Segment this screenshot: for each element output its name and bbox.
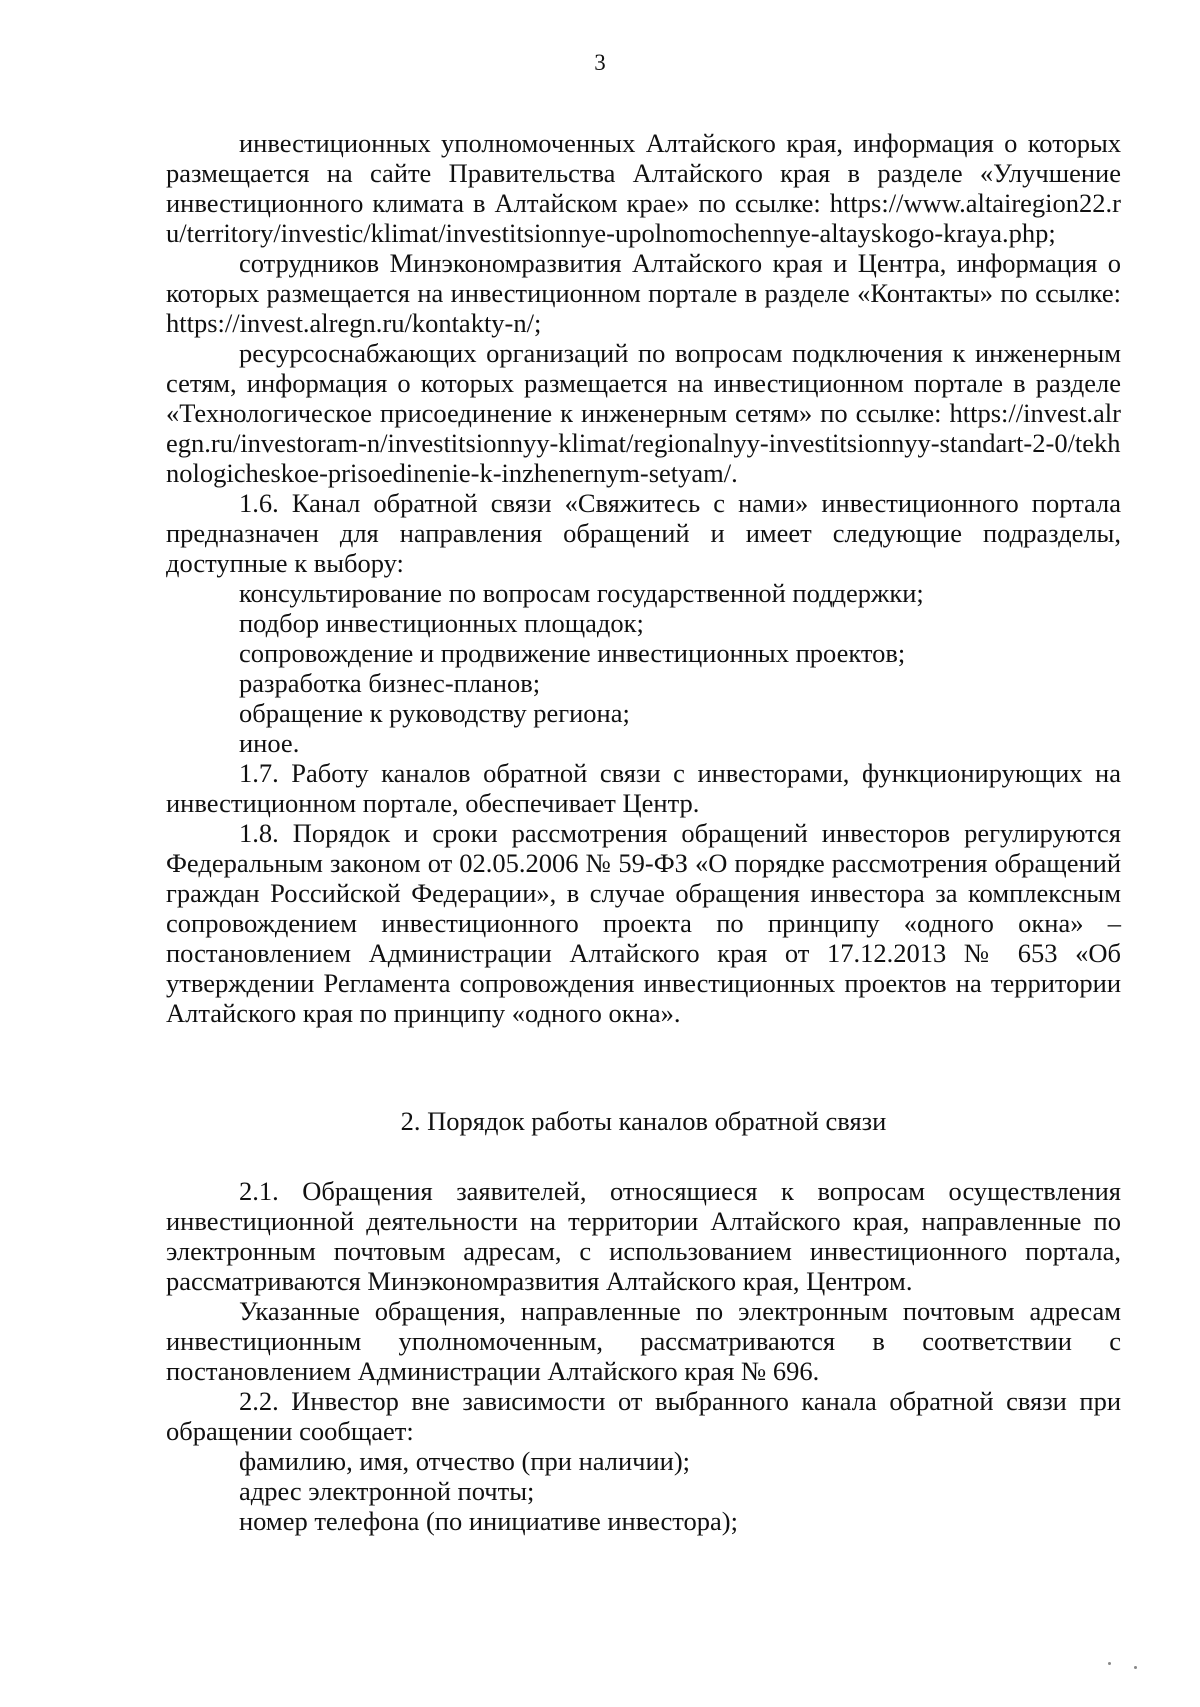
list-item: фамилию, имя, отчество (при наличии);	[239, 1446, 691, 1476]
list-item: консультирование по вопросам государственной поддержки;	[239, 578, 924, 608]
paragraph	[166, 338, 1121, 488]
list-item: подбор инвестиционных площадок;	[239, 608, 644, 638]
link-url: https://invest.alregn.ru/investoram-n/investitsionnyy-klimat/regionalnyy-investitsionnyy-standart-2-0/tekhnologicheskoe-prisoedinenie-k-inzhenernym-setyam/.	[166, 398, 1121, 488]
document-body	[166, 128, 1121, 1536]
paragraph: 1.6. Канал обратной связи «Свяжитесь с нами» инвестиционного портала предназначен для направления обращений и имеет следующие подразделы, доступные к выбору:	[166, 488, 1121, 578]
paragraph-text: сотрудников Минэкономразвития Алтайского края и Центра, информация о которых размещается на инвестиционном портале в разделе «Контакты» по ссылке:	[166, 248, 1121, 308]
paragraph: 2.1. Обращения заявителей, относящиеся к вопросам осуществления инвестиционной деятельности на территории Алтайского края, направленные по электронным почтовым адресам, с использованием инвестиционного портала, рассматриваются Минэкономразвития Алтайского края, Центром.	[166, 1176, 1121, 1296]
list-item: обращение к руководству региона;	[239, 698, 630, 728]
paragraph: Указанные обращения, направленные по электронным почтовым адресам инвестиционным уполномоченным, рассматриваются в соответствии с постановлением Администрации Алтайского края № 696.	[166, 1296, 1121, 1386]
list-item: адрес электронной почты;	[239, 1476, 535, 1506]
scan-speck	[1134, 1666, 1137, 1669]
paragraph: 1.8. Порядок и сроки рассмотрения обращений инвесторов регулируются Федеральным законом от 02.05.2006 № 59-ФЗ «О порядке рассмотрения обращений граждан Российской Федерации», в случае обращения инвестора за комплексным сопровождением инвестиционного проекта по принципу «одного окна» – постановлением Администрации Алтайского края от 17.12.2013 № 653 «Об утверждении Регламента сопровождения инвестиционных проектов на территории Алтайского края по принципу «одного окна».	[166, 818, 1121, 1028]
paragraph: 1.7. Работу каналов обратной связи с инвесторами, функционирующих на инвестиционном портале, обеспечивает Центр.	[166, 758, 1121, 818]
list-item: разработка бизнес-планов;	[239, 668, 541, 698]
link-url: https://invest.alregn.ru/kontakty-n/;	[166, 308, 542, 338]
paragraph	[166, 128, 1121, 248]
paragraph-text: инвестиционных уполномоченных Алтайского края, информация о которых размещается на сайте Правительства Алтайского края в разделе «Улучшение инвестиционного климата в Алтайском крае» по ссылке:	[166, 128, 1121, 218]
scan-speck	[1108, 1662, 1111, 1665]
link-url: https://www.altairegion22.ru/territory/investic/klimat/investitsionnye-upolnomochennye-altayskogo-kraya.php;	[166, 188, 1121, 248]
paragraph-text: ресурсоснабжающих организаций по вопросам подключения к инженерным сетям, информация о которых размещается на инвестиционном портале в разделе «Технологическое присоединение к инженерным сетям» по ссылке:	[166, 338, 1121, 428]
page-number: 3	[594, 50, 606, 75]
paragraph	[166, 248, 1121, 338]
list-item: номер телефона (по инициативе инвестора);	[239, 1506, 738, 1536]
paragraph: 2.2. Инвестор вне зависимости от выбранного канала обратной связи при обращении сообщает:	[166, 1386, 1121, 1446]
list-item: иное.	[239, 728, 300, 758]
section-heading: 2. Порядок работы каналов обратной связи	[400, 1106, 887, 1136]
list-item: сопровождение и продвижение инвестиционных проектов;	[239, 638, 906, 668]
